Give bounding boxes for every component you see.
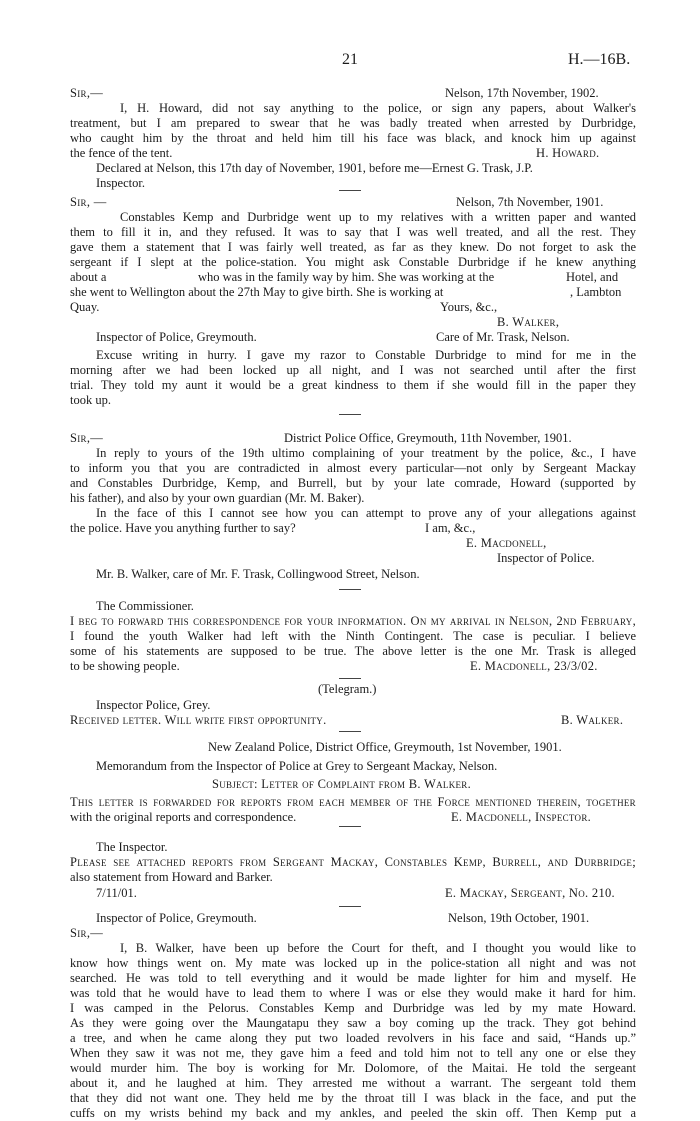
text-line: Please see attached reports from Sergeant Mackay, Constables Kemp, Burrell, and Durbridge; [70,855,636,869]
text-fragment: who was in the family way by him. She was working at the [198,270,495,284]
signature: H. Howard. [536,146,600,160]
text-line: In the face of this I cannot see how you can attempt to prove any of your allegations against [96,506,636,520]
text-line: As they were going over the Maungatapu they saw a boy coming up the track. They got behind [70,1016,636,1030]
place-date: Nelson, 7th November, 1901. [456,195,604,209]
care-of: Care of Mr. Trask, Nelson. [436,330,570,344]
section-divider [339,414,361,415]
signature: E. Macdonell, Inspector. [451,810,592,824]
addressee: The Inspector. [96,840,168,854]
text-line: This letter is forwarded for reports from each member of the Force mentioned therein, together [70,795,636,809]
text-fragment: , Lambton [570,285,622,299]
text-line: that they did not want one. They held me by the throat till I was black in the face, and put the [70,1091,636,1105]
memo-subject: Subject: Letter of Complaint from B. Walker. [212,777,472,791]
signature-title: Inspector of Police. [497,551,595,565]
text-line: to be showing people. [70,659,180,673]
text-line: to inform you that you are contradicted in almost every particular—not only by Sergeant Mackay [70,461,636,475]
text-line: would murder him. The boy is working for Mr. Dolomore, of the Maitai. He told the sergeant [70,1061,636,1075]
addressee: Mr. B. Walker, care of Mr. F. Trask, Collingwood Street, Nelson. [96,567,420,581]
salutation: Sir, — [70,195,107,209]
text-line: I was camped in the Pelorus. Constables Kemp and Durbridge was led by my mate Howard. [70,1001,636,1015]
text-line: Excuse writing in hurry. I gave my razor to Constable Durbridge to mind for me in the [96,348,636,362]
section-divider [339,678,361,679]
section-divider [339,826,361,827]
text-line: Received letter. Will write first opportunity. [70,713,327,727]
place-date: District Police Office, Greymouth, 11th November, 1901. [284,431,572,445]
text-line: In reply to yours of the 19th ultimo complaining of your treatment by the police, &c., I have [96,446,636,460]
section-divider [339,906,361,907]
addressee: The Commissioner. [96,599,194,613]
salutation: Sir,— [70,926,104,940]
addressee: Inspector of Police, Greymouth. [96,911,257,925]
date: 7/11/01. [96,886,137,900]
text-line: the police. Have you anything further to say? [70,521,296,535]
text-line: sergeant if I slept at the police-station. You might ask Constable Durbridge if he knew anything [70,255,636,269]
signature: E. Mackay, Sergeant, No. 210. [445,886,615,900]
text-line: them to fill it in, and they refused. It was to say that I was well treated, and all the rest. They [70,225,636,239]
text-line: about it, and he laughed at him. They arrested me without a warrant. The sergeant told them [70,1076,636,1090]
text-line: Constables Kemp and Durbridge went up to my relatives with a written paper and wanted [120,210,636,224]
closing: Yours, &c., [440,300,498,314]
text-fragment: about a [70,270,107,284]
text-line: cuffs on my wrists behind my back and my ankles, and peeled the skin off. Then Kemp put a [70,1106,636,1120]
declaration-line: Inspector. [96,176,145,190]
text-fragment: she went to Wellington about the 27th May to give birth. She is working at [70,285,444,299]
page-number: 21 [342,51,358,68]
memo-heading: New Zealand Police, District Office, Greymouth, 1st November, 1901. [208,740,562,754]
text-line: with the original reports and correspondence. [70,810,297,824]
text-line: some of his statements are supposed to be true. The above letter is the one Mr. Trask is alleged [70,644,636,658]
text-line: who caught him by the throat and held him till his face was black, and knock him up against [70,131,636,145]
text-line: treatment, but I am prepared to swear that he was badly treated when arrested by Durbridge, [70,116,636,130]
addressee: Inspector of Police, Greymouth. [96,330,257,344]
text-line: I, H. Howard, did not say anything to the police, or sign any papers, about Walker's [120,101,636,115]
signature: B. Walker, [497,315,560,329]
text-line: trial. They told my aunt it would be a great kindness to them if she would fill in the paper they [70,378,636,392]
text-line: When they saw it was not me, they gave him a feed and told him not to tell any one or else they [70,1046,636,1060]
section-divider [339,731,361,732]
declaration-line: Declared at Nelson, this 17th day of November, 1901, before me—Ernest G. Trask, J.P. [96,161,533,175]
text-line: I found the youth Walker had left with the Ninth Contingent. The case is peculiar. I believe [70,629,636,643]
text-fragment: Hotel, and [566,270,619,284]
text-line: his father), and also by your own guardian (Mr. M. Baker). [70,491,365,505]
telegram-heading: (Telegram.) [318,682,377,696]
text-line: searched. He was told to tell everything and it would be made lighter for him and myself. He [70,971,636,985]
text-line: I beg to forward this correspondence for your information. On my arrival in Nelson, 2nd February, [70,614,636,628]
signature: B. Walker. [561,713,624,727]
memo-title: Memorandum from the Inspector of Police at Grey to Sergeant Mackay, Nelson. [96,759,498,773]
text-fragment: Quay. [70,300,100,314]
signature: E. Macdonell, 23/3/02. [470,659,598,673]
text-line: was told that he would have to lead them to where I was or else they would make it hard for him. [70,986,636,1000]
place-date: Nelson, 19th October, 1901. [448,911,590,925]
salutation: Sir,— [70,86,104,100]
text-line: the fence of the tent. [70,146,173,160]
text-line: and Constables Durbridge, Kemp, and Burrell, but by your late comrade, Howard (supported by [70,476,636,490]
addressee: Inspector Police, Grey. [96,698,211,712]
section-divider [339,589,361,590]
text-line: took up. [70,393,111,407]
section-divider [339,190,361,191]
signature: E. Macdonell, [466,536,547,550]
place-date: Nelson, 17th November, 1902. [445,86,599,100]
text-line: a tree, and when he came along they put two loaded revolvers in his face and said, “Hands up.” [70,1031,636,1045]
document-reference: H.—16B. [568,51,631,68]
closing: I am, &c., [425,521,476,535]
text-line: know how things went on. My mate was locked up in the police-station all night and was not [70,956,636,970]
text-line: gave them a statement that I was fairly well treated, as far as they knew. Do not forget to ask the [70,240,636,254]
text-line: morning after we had been locked up all night, and I was not searched until after the first [70,363,636,377]
salutation: Sir,— [70,431,104,445]
text-line: also statement from Howard and Barker. [70,870,273,884]
text-line: I, B. Walker, have been up before the Court for theft, and I thought you would like to [120,941,636,955]
